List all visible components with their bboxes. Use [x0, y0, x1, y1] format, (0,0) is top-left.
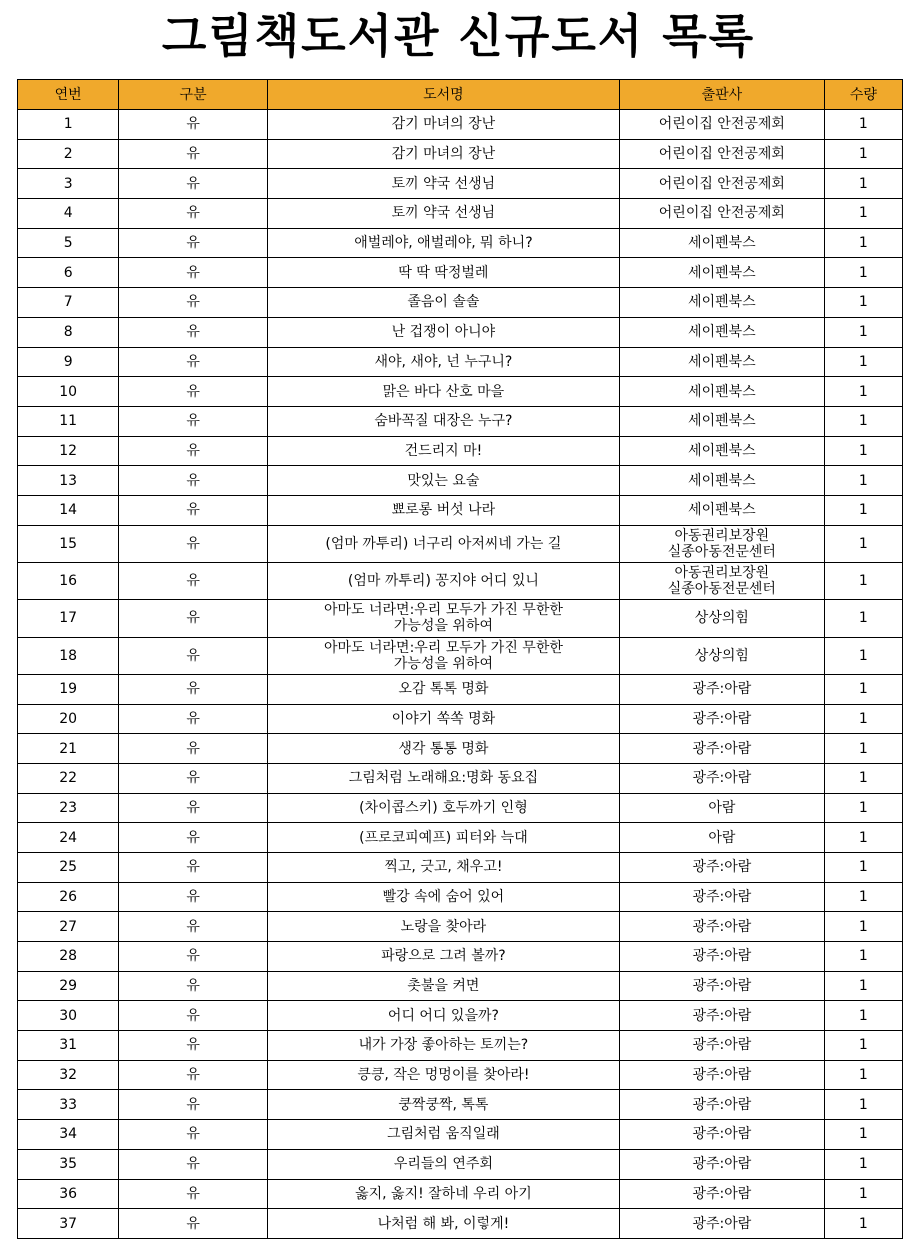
cell-number: 32 — [18, 1060, 119, 1090]
cell-number: 5 — [18, 228, 119, 258]
cell-quantity: 1 — [824, 704, 902, 734]
cell-publisher: 광주:아람 — [620, 971, 825, 1001]
cell-publisher: 광주:아람 — [620, 1060, 825, 1090]
cell-type: 유 — [119, 288, 268, 318]
page-title: 그림책도서관 신규도서 목록 — [161, 9, 756, 63]
cell-publisher: 광주:아람 — [620, 1031, 825, 1061]
cell-quantity: 1 — [824, 1209, 902, 1239]
cell-publisher: 아람 — [620, 793, 825, 823]
cell-number: 8 — [18, 317, 119, 347]
cell-quantity: 1 — [824, 288, 902, 318]
table-row — [18, 852, 903, 882]
cell-quantity: 1 — [824, 406, 902, 436]
table-row — [18, 562, 903, 599]
cell-number: 10 — [18, 377, 119, 407]
table-row — [18, 466, 903, 496]
cell-type: 유 — [119, 406, 268, 436]
table-row — [18, 704, 903, 734]
cell-quantity: 1 — [824, 110, 902, 140]
cell-publisher: 광주:아람 — [620, 1090, 825, 1120]
cell-publisher: 세이펜북스 — [620, 495, 825, 525]
cell-type: 유 — [119, 882, 268, 912]
cell-quantity: 1 — [824, 436, 902, 466]
cell-quantity: 1 — [824, 823, 902, 853]
cell-title: 찍고, 긋고, 채우고! — [267, 852, 619, 882]
cell-title: 감기 마녀의 장난 — [267, 139, 619, 169]
cell-quantity: 1 — [824, 637, 902, 674]
cell-number: 36 — [18, 1179, 119, 1209]
cell-quantity: 1 — [824, 852, 902, 882]
cell-quantity: 1 — [824, 347, 902, 377]
cell-number: 21 — [18, 734, 119, 764]
column-header-number: 연번 — [18, 80, 119, 110]
cell-number: 7 — [18, 288, 119, 318]
cell-type: 유 — [119, 942, 268, 972]
cell-quantity: 1 — [824, 1090, 902, 1120]
cell-quantity: 1 — [824, 942, 902, 972]
cell-title: 내가 가장 좋아하는 토끼는? — [267, 1031, 619, 1061]
table-header-row — [18, 80, 903, 110]
cell-publisher: 아동권리보장원 실종아동전문센터 — [620, 525, 825, 562]
cell-number: 24 — [18, 823, 119, 853]
cell-quantity: 1 — [824, 466, 902, 496]
cell-type: 유 — [119, 852, 268, 882]
cell-type: 유 — [119, 562, 268, 599]
cell-publisher: 세이펜북스 — [620, 377, 825, 407]
cell-quantity: 1 — [824, 258, 902, 288]
cell-publisher: 세이펜북스 — [620, 436, 825, 466]
cell-quantity: 1 — [824, 912, 902, 942]
cell-number: 14 — [18, 495, 119, 525]
cell-title: 아마도 너라면:우리 모두가 가진 무한한 가능성을 위하여 — [267, 637, 619, 674]
table-row — [18, 228, 903, 258]
cell-type: 유 — [119, 734, 268, 764]
table-row — [18, 823, 903, 853]
cell-publisher: 세이펜북스 — [620, 288, 825, 318]
cell-title: 건드리지 마! — [267, 436, 619, 466]
table-row — [18, 1060, 903, 1090]
cell-title: 뾰로롱 버섯 나라 — [267, 495, 619, 525]
cell-number: 9 — [18, 347, 119, 377]
cell-quantity: 1 — [824, 1060, 902, 1090]
cell-quantity: 1 — [824, 228, 902, 258]
table-row — [18, 139, 903, 169]
cell-title: 킁킁, 작은 멍멍이를 찾아라! — [267, 1060, 619, 1090]
cell-type: 유 — [119, 317, 268, 347]
cell-number: 13 — [18, 466, 119, 496]
cell-publisher: 광주:아람 — [620, 1209, 825, 1239]
table-row — [18, 637, 903, 674]
book-list-table — [17, 79, 903, 1239]
cell-number: 17 — [18, 600, 119, 637]
cell-publisher: 세이펜북스 — [620, 406, 825, 436]
cell-title: 그림처럼 움직일래 — [267, 1120, 619, 1150]
cell-quantity: 1 — [824, 793, 902, 823]
table-row — [18, 912, 903, 942]
column-header-title: 도서명 — [267, 80, 619, 110]
cell-publisher: 세이펜북스 — [620, 258, 825, 288]
cell-title: (프로코피예프) 피터와 늑대 — [267, 823, 619, 853]
cell-type: 유 — [119, 110, 268, 140]
cell-publisher: 어린이집 안전공제회 — [620, 199, 825, 229]
cell-type: 유 — [119, 199, 268, 229]
cell-title: 쿵짝쿵짝, 톡톡 — [267, 1090, 619, 1120]
cell-quantity: 1 — [824, 1149, 902, 1179]
cell-title: 딱 딱 딱정벌레 — [267, 258, 619, 288]
cell-publisher: 광주:아람 — [620, 1179, 825, 1209]
cell-publisher: 광주:아람 — [620, 852, 825, 882]
cell-number: 4 — [18, 199, 119, 229]
column-header-type: 구분 — [119, 80, 268, 110]
cell-publisher: 광주:아람 — [620, 942, 825, 972]
cell-publisher: 광주:아람 — [620, 734, 825, 764]
cell-number: 29 — [18, 971, 119, 1001]
cell-title: 오감 톡톡 명화 — [267, 674, 619, 704]
cell-quantity: 1 — [824, 525, 902, 562]
cell-publisher: 광주:아람 — [620, 912, 825, 942]
table-row — [18, 169, 903, 199]
cell-type: 유 — [119, 169, 268, 199]
cell-type: 유 — [119, 1090, 268, 1120]
cell-title: 애벌레야, 애벌레야, 뭐 하니? — [267, 228, 619, 258]
cell-quantity: 1 — [824, 763, 902, 793]
cell-title: 감기 마녀의 장난 — [267, 110, 619, 140]
cell-type: 유 — [119, 525, 268, 562]
cell-number: 3 — [18, 169, 119, 199]
table-row — [18, 525, 903, 562]
cell-number: 6 — [18, 258, 119, 288]
cell-publisher: 광주:아람 — [620, 674, 825, 704]
cell-type: 유 — [119, 495, 268, 525]
cell-type: 유 — [119, 258, 268, 288]
cell-type: 유 — [119, 763, 268, 793]
cell-type: 유 — [119, 1031, 268, 1061]
cell-publisher: 광주:아람 — [620, 704, 825, 734]
table-row — [18, 436, 903, 466]
table-row — [18, 377, 903, 407]
cell-title: (차이콥스키) 호두까기 인형 — [267, 793, 619, 823]
table-row — [18, 734, 903, 764]
cell-title: 숨바꼭질 대장은 누구? — [267, 406, 619, 436]
cell-quantity: 1 — [824, 495, 902, 525]
cell-title: 촛불을 켜면 — [267, 971, 619, 1001]
cell-number: 35 — [18, 1149, 119, 1179]
table-row — [18, 1149, 903, 1179]
cell-number: 27 — [18, 912, 119, 942]
cell-type: 유 — [119, 971, 268, 1001]
table-row — [18, 1090, 903, 1120]
cell-title: 노랑을 찾아라 — [267, 912, 619, 942]
table-row — [18, 1001, 903, 1031]
cell-publisher: 광주:아람 — [620, 763, 825, 793]
cell-title: 졸음이 솔솔 — [267, 288, 619, 318]
table-body — [18, 110, 903, 1239]
cell-publisher: 세이펜북스 — [620, 317, 825, 347]
cell-number: 34 — [18, 1120, 119, 1150]
cell-publisher: 어린이집 안전공제회 — [620, 110, 825, 140]
cell-title: 생각 통통 명화 — [267, 734, 619, 764]
table-row — [18, 199, 903, 229]
cell-number: 12 — [18, 436, 119, 466]
cell-title: (엄마 까투리) 너구리 아저씨네 가는 길 — [267, 525, 619, 562]
cell-title: 난 겁쟁이 아니야 — [267, 317, 619, 347]
cell-quantity: 1 — [824, 169, 902, 199]
cell-quantity: 1 — [824, 734, 902, 764]
table-row — [18, 110, 903, 140]
cell-publisher: 광주:아람 — [620, 1149, 825, 1179]
column-header-publisher: 출판사 — [620, 80, 825, 110]
cell-title: 파랑으로 그려 볼까? — [267, 942, 619, 972]
cell-publisher: 아동권리보장원 실종아동전문센터 — [620, 562, 825, 599]
cell-title: 새야, 새야, 넌 누구니? — [267, 347, 619, 377]
cell-number: 19 — [18, 674, 119, 704]
cell-type: 유 — [119, 139, 268, 169]
cell-publisher: 세이펜북스 — [620, 347, 825, 377]
cell-publisher: 세이펜북스 — [620, 466, 825, 496]
cell-number: 31 — [18, 1031, 119, 1061]
cell-number: 30 — [18, 1001, 119, 1031]
cell-number: 16 — [18, 562, 119, 599]
cell-number: 11 — [18, 406, 119, 436]
cell-publisher: 상상의힘 — [620, 637, 825, 674]
cell-type: 유 — [119, 674, 268, 704]
cell-type: 유 — [119, 1209, 268, 1239]
table-row — [18, 763, 903, 793]
table-row — [18, 406, 903, 436]
cell-type: 유 — [119, 228, 268, 258]
cell-quantity: 1 — [824, 882, 902, 912]
cell-publisher: 광주:아람 — [620, 1120, 825, 1150]
cell-type: 유 — [119, 466, 268, 496]
table-row — [18, 1209, 903, 1239]
cell-type: 유 — [119, 436, 268, 466]
cell-quantity: 1 — [824, 1120, 902, 1150]
cell-type: 유 — [119, 912, 268, 942]
cell-number: 20 — [18, 704, 119, 734]
cell-quantity: 1 — [824, 1031, 902, 1061]
cell-number: 37 — [18, 1209, 119, 1239]
cell-type: 유 — [119, 377, 268, 407]
cell-title: 나처럼 해 봐, 이렇게! — [267, 1209, 619, 1239]
cell-number: 1 — [18, 110, 119, 140]
cell-type: 유 — [119, 347, 268, 377]
cell-quantity: 1 — [824, 377, 902, 407]
table-row — [18, 1031, 903, 1061]
cell-title: 아마도 너라면:우리 모두가 가진 무한한 가능성을 위하여 — [267, 600, 619, 637]
cell-title: 빨강 속에 숨어 있어 — [267, 882, 619, 912]
cell-type: 유 — [119, 1120, 268, 1150]
cell-quantity: 1 — [824, 1179, 902, 1209]
cell-type: 유 — [119, 637, 268, 674]
cell-title: 옳지, 옳지! 잘하네 우리 아기 — [267, 1179, 619, 1209]
cell-publisher: 어린이집 안전공제회 — [620, 169, 825, 199]
cell-title: 토끼 약국 선생님 — [267, 169, 619, 199]
cell-title: 토끼 약국 선생님 — [267, 199, 619, 229]
cell-type: 유 — [119, 823, 268, 853]
cell-publisher: 광주:아람 — [620, 1001, 825, 1031]
table-row — [18, 288, 903, 318]
cell-type: 유 — [119, 1060, 268, 1090]
cell-publisher: 어린이집 안전공제회 — [620, 139, 825, 169]
column-header-quantity: 수량 — [824, 80, 902, 110]
cell-number: 2 — [18, 139, 119, 169]
table-row — [18, 600, 903, 637]
cell-quantity: 1 — [824, 562, 902, 599]
cell-number: 18 — [18, 637, 119, 674]
cell-title: 우리들의 연주회 — [267, 1149, 619, 1179]
cell-title: 맑은 바다 산호 마을 — [267, 377, 619, 407]
table-row — [18, 258, 903, 288]
cell-quantity: 1 — [824, 600, 902, 637]
cell-quantity: 1 — [824, 674, 902, 704]
cell-type: 유 — [119, 1001, 268, 1031]
cell-type: 유 — [119, 793, 268, 823]
table-row — [18, 674, 903, 704]
table-row — [18, 495, 903, 525]
table-row — [18, 1179, 903, 1209]
cell-quantity: 1 — [824, 199, 902, 229]
cell-number: 23 — [18, 793, 119, 823]
table-row — [18, 942, 903, 972]
cell-quantity: 1 — [824, 971, 902, 1001]
cell-title: 그림처럼 노래해요:명화 동요집 — [267, 763, 619, 793]
cell-publisher: 세이펜북스 — [620, 228, 825, 258]
cell-publisher: 상상의힘 — [620, 600, 825, 637]
cell-publisher: 아람 — [620, 823, 825, 853]
cell-title: 어디 어디 있을까? — [267, 1001, 619, 1031]
cell-number: 33 — [18, 1090, 119, 1120]
cell-number: 22 — [18, 763, 119, 793]
cell-publisher: 광주:아람 — [620, 882, 825, 912]
cell-title: 이야기 쏙쏙 명화 — [267, 704, 619, 734]
cell-type: 유 — [119, 600, 268, 637]
cell-number: 15 — [18, 525, 119, 562]
cell-number: 26 — [18, 882, 119, 912]
cell-title: (엄마 까투리) 꽁지야 어디 있니 — [267, 562, 619, 599]
cell-quantity: 1 — [824, 139, 902, 169]
cell-type: 유 — [119, 1149, 268, 1179]
cell-number: 25 — [18, 852, 119, 882]
table-row — [18, 882, 903, 912]
cell-number: 28 — [18, 942, 119, 972]
table-row — [18, 1120, 903, 1150]
cell-quantity: 1 — [824, 317, 902, 347]
cell-title: 맛있는 요술 — [267, 466, 619, 496]
table-row — [18, 347, 903, 377]
table-row — [18, 317, 903, 347]
table-row — [18, 793, 903, 823]
cell-quantity: 1 — [824, 1001, 902, 1031]
cell-type: 유 — [119, 704, 268, 734]
cell-type: 유 — [119, 1179, 268, 1209]
table-row — [18, 971, 903, 1001]
